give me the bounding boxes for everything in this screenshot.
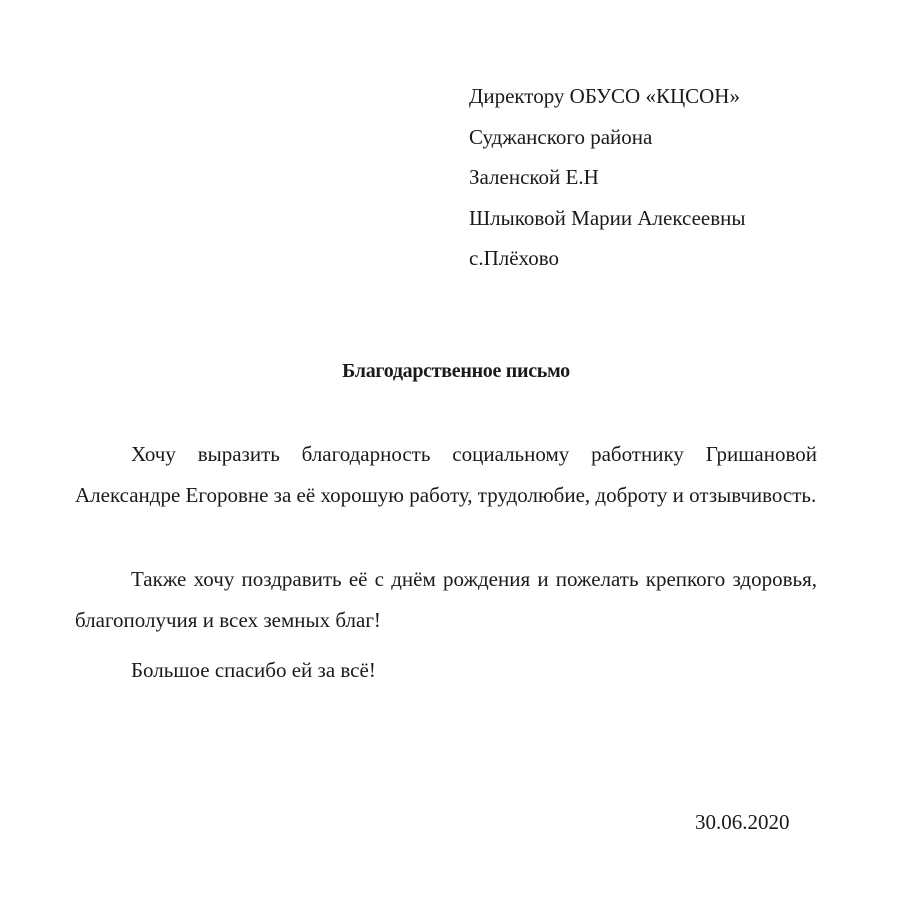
addressee-block (469, 76, 746, 279)
letter-title: Благодарственное письмо (342, 360, 570, 382)
addressee-position: Директору ОБУСО «КЦСОН» (469, 84, 740, 108)
letter-date: 30.06.2020 (695, 810, 790, 834)
body-paragraph-thanks: Большое спасибо ей за всё! (131, 658, 376, 682)
body-paragraph-birthday: Также хочу поздравить её с днём рождения и пожелать крепкого здоровья, благополучия и всех земных благ! (75, 567, 817, 632)
body-paragraph-gratitude: Хочу выразить благодарность социальному работнику Гришановой Александре Егоровне за её хорошую работу, трудолюбие, доброту и отзывчивость. (75, 442, 817, 507)
addressee-district: Суджанского района (469, 124, 653, 149)
sender-name: Шлыковой Марии Алексеевны (469, 205, 746, 230)
addressee-name: Заленской Е.Н (469, 165, 599, 189)
sender-village: с.Плёхово (469, 246, 560, 270)
